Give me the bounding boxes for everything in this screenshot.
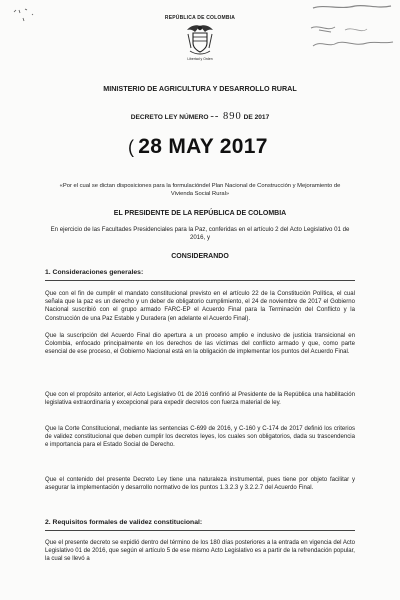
powers-statement: En ejercicio de las Facultades Presidenciales para la Paz, conferidas en el artículo 2 del Acto Legislativo 01 de 2016, y: [50, 226, 350, 242]
country-name: REPÚBLICA DE COLOMBIA: [164, 15, 236, 21]
paragraph: Que el contenido del presente Decreto Ley tiene una naturaleza instrumental, pues tiene por objeto facilitar y asegurar la implementación y desarrollo normativo de los puntos 1.3.2.3 y 3.2.2.7 del Acuerdo Final.: [45, 477, 355, 492]
decree-prefix: DECRETO LEY NÚMERO: [130, 114, 209, 121]
decree-subject: «Por el cual se dictan disposiciones para la formulacióndel Plan Nacional de Construcción y Mejoramiento de Vivienda Social Rural»: [59, 183, 341, 197]
ministry-name: MINISTERIO DE AGRICULTURA Y DESARROLLO RURAL: [103, 84, 297, 93]
paragraph: Que la Corte Constitucional, mediante las sentencias C-699 de 2016, y C-160 y C-174 de 2017 definió los criterios de validez constitucional que deben cumplir los decretos leyes, los cuales son obligatorios, dada su trascendencia e importancia para el Estado Social de Derecho.: [45, 426, 355, 449]
coat-of-arms-icon: [184, 22, 216, 56]
paragraph: Que con el fin de cumplir el mandato constitucional previsto en el artículo 22 de la Constitución Política, el cual señala que la paz es un derecho y un deber de obligatorio cumplimiento, el 24 de noviembre de 2017 el Gobierno Nacional suscribió con el grupo armado FARC-EP el Acuerdo Final para la Terminación del Conflicto y la Construcción de una Paz Estable y Duradera (en adelante el Acuerdo Final).: [45, 291, 355, 322]
date-stamp: [128, 135, 268, 159]
considerando-heading: CONSIDERANDO: [171, 253, 229, 260]
decree-year: DE 2017: [243, 114, 270, 121]
paragraph: Que con el propósito anterior, el Acto Legislativo 01 de 2016 confirió al Presidente de la República una habilitación legislativa extraordinaria y excepcional para expedir decretos con fuerza material de ley.: [45, 392, 355, 407]
issuer-heading: EL PRESIDENTE DE LA REPÚBLICA DE COLOMBIA: [113, 210, 287, 217]
decree-number: -- 890: [210, 111, 242, 122]
section-2-rule: [45, 530, 355, 531]
section-2-title: 2. Requisitos formales de validez constitucional:: [45, 519, 203, 526]
motto: Libertad y Orden: [187, 57, 213, 61]
date-paren: (: [128, 137, 135, 157]
section-1-title: 1. Consideraciones generales:: [45, 269, 144, 276]
decree-number-line: [0, 111, 400, 122]
signature-stamp: [305, 0, 400, 60]
paragraph: Que el presente decreto se expidió dentro del término de los 180 días posteriores a la entrada en vigencia del Acto Legislativo 01 de 2016, que según el artículo 5 de ese mismo Acto Legislativo es a partir de la refrendación popular, la cual se llevó a: [45, 540, 355, 563]
section-1-rule: [45, 280, 355, 281]
paragraph: Que la suscripción del Acuerdo Final dio apertura a un proceso amplio e inclusivo de justicia transicional en Colombia, enfocado principalmente en los derechos de las víctimas del conflicto armado y que, como parte esencial de ese proceso, el Gobierno Nacional está en la obligación de implementar los puntos del Acuerdo Final.: [45, 333, 355, 356]
date-value: 28 MAY 2017: [138, 135, 268, 158]
